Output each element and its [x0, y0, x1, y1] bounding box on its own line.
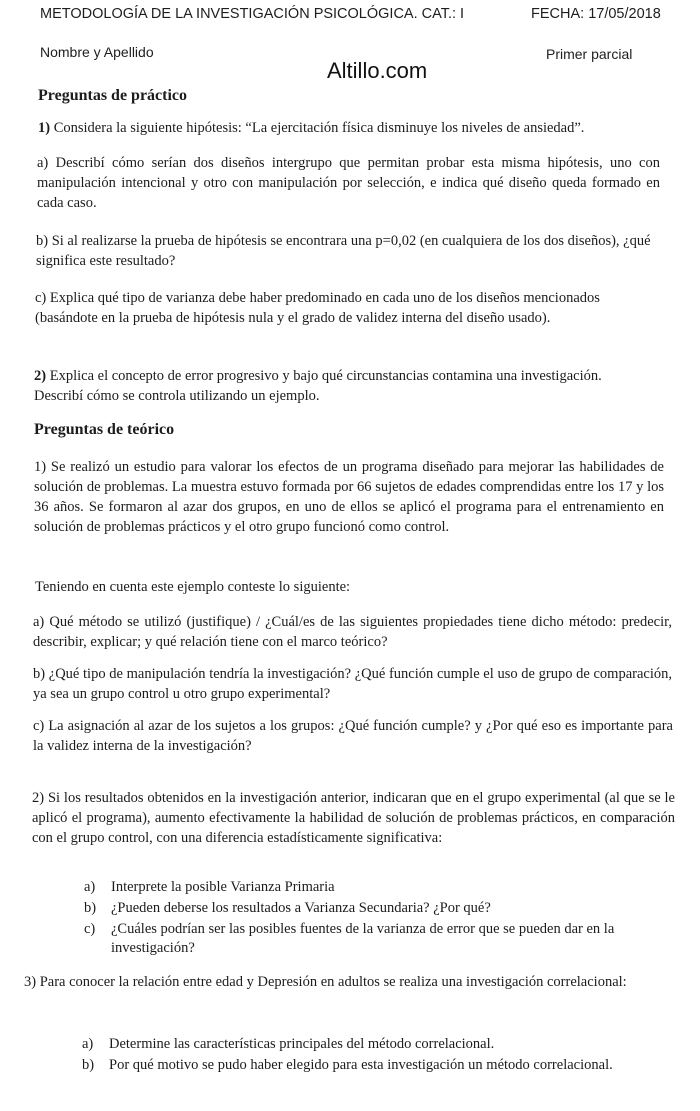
list-item [84, 899, 676, 918]
list-item-label: a) [82, 1036, 94, 1052]
list-item-label: b) [84, 900, 97, 916]
theory-question-1-c: c) La asignación al azar de los sujetos a los grupos: ¿Qué función cumple? y ¿Por qué eso es importante para la validez interna de la investigación? [33, 718, 673, 754]
exam-date: FECHA: 17/05/2018 [531, 6, 661, 22]
section-heading-practice: Preguntas de práctico [38, 87, 188, 104]
question-text: Explica el concepto de error progresivo y bajo qué circunstancias contamina una investigación. Describí cómo se controla utilizando un ejemplo. [34, 368, 602, 404]
list-item-text: Por qué motivo se pudo haber elegido para esta investigación un método correlacional. [109, 1057, 613, 1073]
list-item [84, 878, 676, 897]
question-text: Considera la siguiente hipótesis: “La ejercitación física disminuye los niveles de ansiedad”. [53, 120, 585, 136]
list-item [82, 1035, 672, 1054]
practice-question-1-a: a) Describí cómo serían dos diseños intergrupo que permitan probar esta misma hipótesis, uno con manipulación intencional y otro con manipulación por selección, e indica qué diseño queda formado en cada caso. [37, 155, 660, 211]
exam-title: METODOLOGÍA DE LA INVESTIGACIÓN PSICOLÓGICA. CAT.: I [40, 6, 465, 22]
question-number: 2) [34, 368, 47, 384]
theory-question-1: 1) Se realizó un estudio para valorar los efectos de un programa diseñado para mejorar las habilidades de solución de problemas. La muestra estuvo formada por 66 sujetos de edades comprendidas entre los 17 y los 36 años. Se formaron al azar dos grupos, en uno de ellos se aplicó el programa para el entrenamiento en solución de problemas prácticos y el otro grupo funcionó como control. [34, 459, 664, 535]
list-item-label: c) [84, 921, 96, 937]
list-item-text: ¿Pueden deberse los resultados a Varianza Secundaria? ¿Por qué? [111, 900, 491, 916]
exam-type: Primer parcial [546, 46, 633, 62]
list-item [82, 1056, 682, 1096]
list-item-text: Determine las características principales del método correlacional. [109, 1036, 495, 1052]
theory-question-1-a: a) Qué método se utilizó (justifique) / ¿Cuál/es de las siguientes propiedades tiene dicho método: predecir, describir, explicar; y qué relación tiene con el marco teórico? [33, 614, 672, 650]
question-number: 1) [38, 120, 51, 136]
list-item [84, 920, 680, 960]
section-heading-theory: Preguntas de teórico [34, 421, 175, 438]
practice-question-1 [38, 118, 658, 138]
theory-question-3: 3) Para conocer la relación entre edad y Depresión en adultos se realiza una investigación correlacional: [24, 974, 627, 990]
practice-question-2 [34, 366, 634, 406]
list-item-label: a) [84, 879, 96, 895]
name-label: Nombre y Apellido [40, 44, 154, 60]
list-item-label: b) [82, 1057, 95, 1073]
theory-question-2: 2) Si los resultados obtenidos en la investigación anterior, indicaran que en el grupo experimental (al que se le aplicó el programa), aumento efectivamente la habilidad de solución de problemas prácticos, en comparación con el grupo control, con una diferencia estadísticamente significativa: [32, 790, 675, 846]
list-item-text: ¿Cuáles podrían ser las posibles fuentes de la varianza de error que se pueden dar en la investigación? [111, 921, 615, 956]
list-item-text: Interprete la posible Varianza Primaria [111, 879, 335, 895]
watermark-text: Altillo.com [327, 58, 428, 83]
theory-question-1-prompt: Teniendo en cuenta este ejemplo conteste lo siguiente: [35, 579, 351, 595]
theory-question-1-b: b) ¿Qué tipo de manipulación tendría la investigación? ¿Qué función cumple el uso de grupo de comparación, ya sea un grupo control u otro grupo experimental? [33, 666, 672, 702]
practice-question-1-c: c) Explica qué tipo de varianza debe haber predominado en cada uno de los diseños mencionados (basándote en la prueba de hipótesis nula y el grado de validez interna del diseño usado). [35, 290, 600, 326]
practice-question-1-b: b) Si al realizarse la prueba de hipótesis se encontrara una p=0,02 (en cualquiera de los dos diseños), ¿qué significa este resultado? [36, 233, 651, 269]
